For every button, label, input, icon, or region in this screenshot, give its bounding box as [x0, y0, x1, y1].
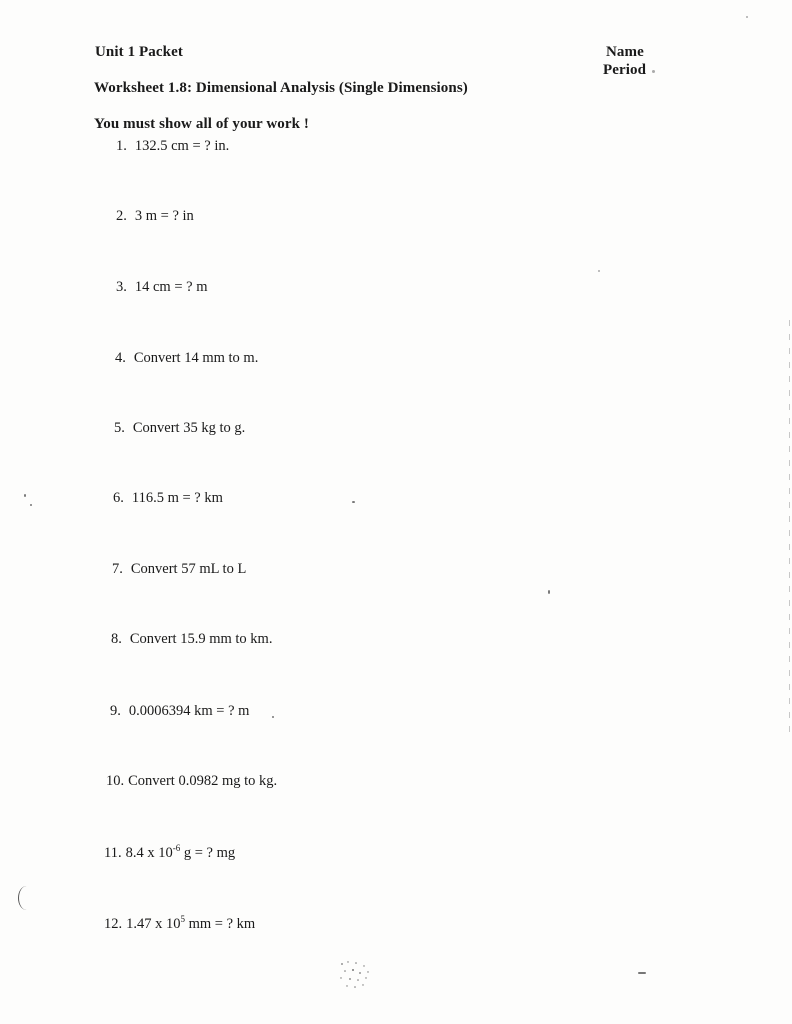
question-text: Convert 15.9 mm to km. — [129, 631, 273, 647]
question-4 — [115, 350, 258, 367]
question-1 — [116, 138, 229, 155]
question-10 — [106, 773, 277, 790]
question-base: 1.47 x 10 — [126, 916, 181, 932]
scan-speck — [598, 270, 600, 272]
question-rest: mm = ? km — [185, 916, 256, 932]
question-base: 8.4 x 10 — [125, 845, 173, 861]
packet-title: Unit 1 Packet — [95, 44, 183, 60]
name-label: Name — [606, 44, 644, 60]
scan-speck — [548, 590, 550, 594]
scan-arc-mark — [18, 886, 35, 910]
question-number: 4. — [115, 350, 126, 366]
question-number: 7. — [112, 561, 123, 577]
question-6 — [113, 490, 223, 507]
question-text: Convert 14 mm to m. — [133, 350, 259, 366]
question-number: 10. — [106, 773, 125, 789]
question-9 — [110, 703, 249, 720]
scan-speck — [638, 972, 646, 974]
question-12 — [104, 916, 255, 933]
question-number: 8. — [111, 631, 122, 647]
period-label: Period — [603, 62, 647, 78]
scan-speck — [652, 70, 655, 73]
question-2 — [116, 208, 194, 225]
question-text: 0.0006394 km = ? m — [128, 703, 250, 719]
scan-speck — [746, 16, 748, 18]
scan-speck — [30, 504, 32, 506]
question-number: 6. — [113, 490, 124, 506]
instructions: You must show all of your work ! — [94, 116, 310, 132]
worksheet-title: Worksheet 1.8: Dimensional Analysis (Single Dimensions) — [94, 80, 468, 96]
question-text: 132.5 cm = ? in. — [134, 138, 230, 154]
question-exponent: 5 — [180, 914, 185, 925]
question-8 — [111, 631, 272, 648]
question-text: Convert 0.0982 mg to kg. — [128, 773, 278, 789]
question-number: 11. — [104, 845, 122, 861]
question-number: 3. — [116, 279, 127, 295]
question-text: Convert 57 mL to L — [130, 561, 247, 577]
question-text: Convert 35 kg to g. — [132, 420, 246, 436]
scan-speck — [24, 494, 26, 497]
scan-edge-mark — [789, 320, 790, 740]
question-exponent: -6 — [172, 843, 181, 854]
question-rest: g = ? mg — [180, 845, 236, 861]
question-number: 5. — [114, 420, 125, 436]
question-7 — [112, 561, 246, 578]
scan-speck — [352, 501, 355, 503]
question-text: 3 m = ? in — [134, 208, 194, 224]
question-text: 14 cm = ? m — [134, 279, 208, 295]
question-number: 12. — [104, 916, 123, 932]
question-number: 9. — [110, 703, 121, 719]
question-number: 1. — [116, 138, 127, 154]
scan-speck-cluster — [336, 958, 376, 992]
question-3 — [116, 279, 207, 296]
scan-speck — [272, 716, 274, 718]
question-number: 2. — [116, 208, 127, 224]
question-text: 116.5 m = ? km — [131, 490, 223, 506]
question-5 — [114, 420, 245, 437]
question-11 — [104, 845, 235, 862]
